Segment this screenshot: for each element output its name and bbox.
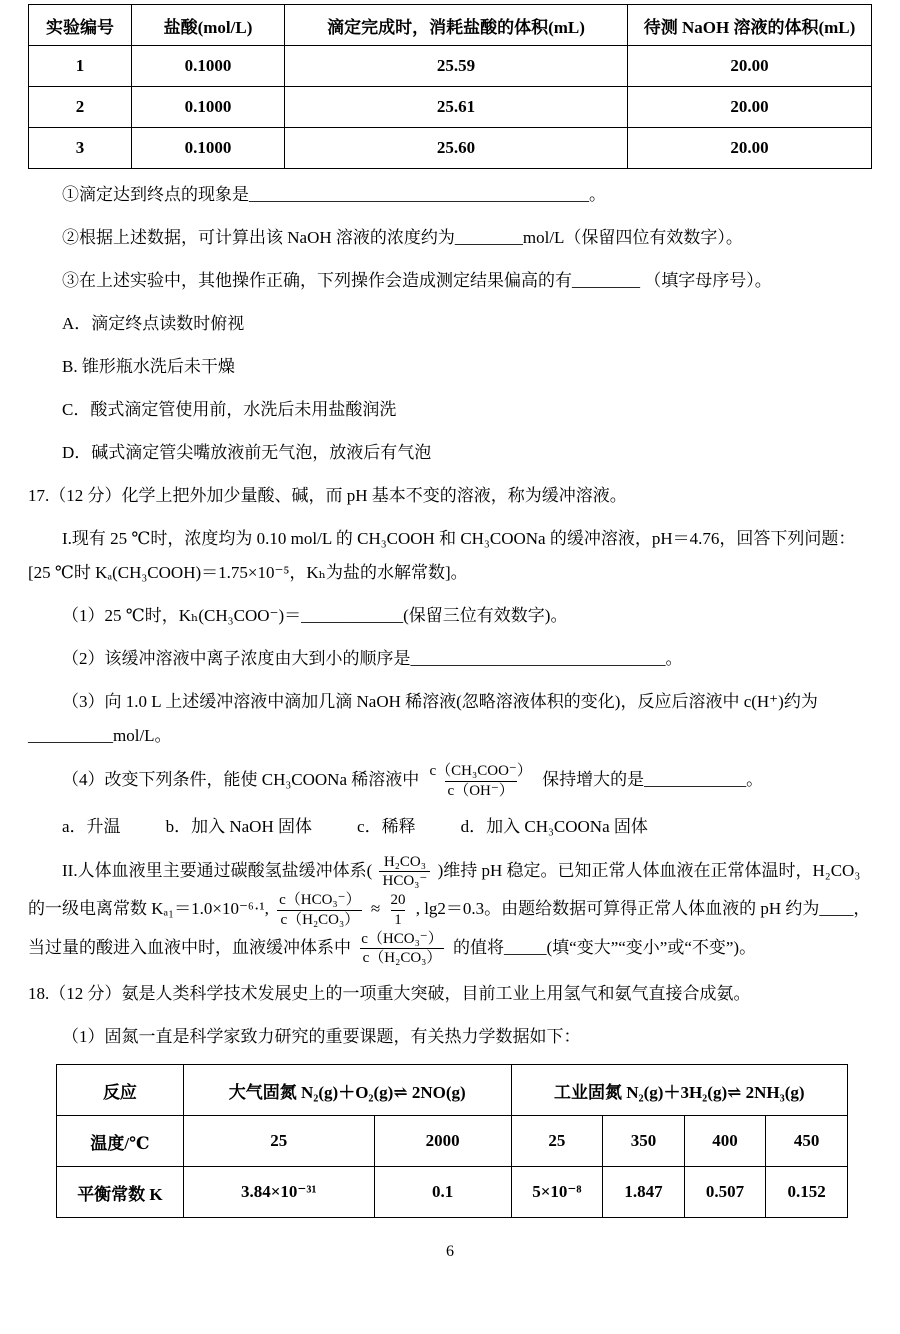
fraction-numerator: c（HCO₃⁻）: [279, 892, 361, 908]
table-row-constant: [57, 1167, 848, 1218]
q17-option-c: c．稀释: [357, 816, 416, 836]
fraction-numerator: c（HCO₃⁻）: [361, 930, 443, 947]
cell-naoh-vol: 20.00: [628, 87, 872, 128]
q16-option-d: D．碱式滴定管尖嘴放液前无气泡，放液后有气泡: [62, 443, 432, 462]
header-hcl-volume: 滴定完成时，消耗盐酸的体积(mL): [285, 5, 628, 46]
cell-k-value: 3.84×10⁻³¹: [183, 1167, 374, 1218]
header-hcl-conc: 盐酸(mol/L): [132, 5, 285, 46]
q17-option-d: d．加入 CH₃COONa 固体: [460, 816, 648, 836]
ratio-fraction: [427, 762, 535, 801]
cell-temp: 25: [511, 1116, 603, 1167]
table-row: [29, 46, 872, 87]
cell-temp: 450: [766, 1116, 848, 1167]
cell-hcl-vol: 25.61: [285, 87, 628, 128]
cell-naoh-vol: 20.00: [628, 128, 872, 169]
q17-sub4-text-pre: （4）改变下列条件，能使 CH₃COONa 稀溶液中: [62, 770, 420, 790]
page-number: 6: [446, 1243, 454, 1260]
q16-option-a: A．滴定终点读数时俯视: [62, 314, 245, 333]
cell-temp: 350: [603, 1116, 685, 1167]
cell-exp-no: 3: [29, 128, 132, 169]
cell-temp: 2000: [374, 1116, 511, 1167]
cell-k-value: 1.847: [603, 1167, 685, 1218]
cell-naoh-vol: 20.00: [628, 46, 872, 87]
fraction-denominator: c（OH⁻）: [445, 781, 517, 801]
q18-sub-1: （1）固氮一直是科学家致力研究的重要课题，有关热力学数据如下：: [62, 1027, 581, 1046]
q17-part2: [28, 853, 872, 969]
fraction-denominator: HCO₃⁻: [379, 871, 430, 891]
q16-option-c: C．酸式滴定管使用前，水洗后未用盐酸润洗: [62, 400, 397, 419]
cell-reaction-label: 反应: [57, 1065, 184, 1116]
q16-item-3: ③在上述实验中，其他操作正确，下列操作会造成测定结果偏高的有________ （填字母序号）。: [62, 271, 772, 290]
cell-industrial-fixation: 工业固氮 N₂(g)＋3H₂(g)⇌ 2NH₃(g): [511, 1065, 847, 1116]
nitrogen-fixation-table: [56, 1064, 848, 1218]
header-naoh-volume: 待测 NaOH 溶液的体积(mL): [628, 5, 872, 46]
q17-sub-1: （1）25 ℃时，Kₕ(CH₃COO⁻)＝____________(保留三位有效数字)。: [62, 606, 568, 625]
q17-title: 17.（12 分）化学上把外加少量酸、碱，而 pH 基本不变的溶液，称为缓冲溶液。: [28, 486, 627, 505]
fraction-numerator: c（CH₃COO⁻）: [429, 763, 532, 779]
q16-item-2: ②根据上述数据，可计算出该 NaOH 溶液的浓度约为________mol/L（保留四位有效数字）。: [62, 228, 743, 247]
q17-sub4-text-post: 保持增大的是____________。: [542, 770, 764, 790]
fraction-denominator: 1: [391, 910, 405, 930]
ratio-value-fraction: [387, 891, 408, 930]
fraction-denominator: c（H₂CO₃）: [277, 910, 362, 930]
q17-part1-intro: I.现有 25 ℃时，浓度均为 0.10 mol/L 的 CH₃COOH 和 CH₃COONa 的缓冲溶液，pH＝4.76，回答下列问题：[25 ℃时 Kₐ(CH₃COOH)＝1.75×10⁻⁵，Kₕ为盐的水解常数]。: [28, 529, 856, 582]
cell-k-value: 0.152: [766, 1167, 848, 1218]
q18-title: 18.（12 分）氨是人类科学技术发展史上的一项重大突破，目前工业上用氢气和氨气直接合成氨。: [28, 984, 751, 1003]
cell-hcl-vol: 25.60: [285, 128, 628, 169]
ratio-fraction: [276, 891, 363, 930]
q17-option-a: a．升温: [62, 816, 121, 836]
cell-hcl-vol: 25.59: [285, 46, 628, 87]
header-experiment-no: 实验编号: [29, 5, 132, 46]
q17-part2-seg4: , lg2＝0.3。由题给数据可算得正常人体血液的 pH 约为____，当过量的酸进入血液中时，血液缓冲体系中: [28, 899, 871, 957]
cell-k-value: 0.507: [684, 1167, 766, 1218]
cell-k-value: 5×10⁻⁸: [511, 1167, 603, 1218]
q17-part2-seg2: )维持 pH 稳定。已知正常人体血液在正常体温时，H₂CO₃ 的一级电离常数 Kₐ₁＝1.0×10⁻⁶·¹,: [28, 860, 861, 919]
cell-exp-no: 1: [29, 46, 132, 87]
fraction-numerator: 20: [390, 892, 406, 908]
fraction-numerator: H₂CO₃: [383, 853, 426, 870]
q17-sub-3: （3）向 1.0 L 上述缓冲溶液中滴加几滴 NaOH 稀溶液(忽略溶液体积的变化)，反应后溶液中 c(H⁺)约为__________mol/L。: [28, 692, 818, 745]
q17-part2-seg1: II.人体血液里主要通过碳酸氢盐缓冲体系(: [62, 860, 373, 880]
q17-sub-4: [28, 762, 872, 801]
ratio-fraction: [358, 930, 445, 969]
cell-hcl-conc: 0.1000: [132, 87, 285, 128]
cell-k-label: 平衡常数 K: [57, 1167, 184, 1218]
cell-temp: 400: [684, 1116, 766, 1167]
cell-k-value: 0.1: [374, 1167, 511, 1218]
q17-part2-seg5: 的值将_____(填“变大”“变小”或“不变”)。: [452, 937, 757, 957]
cell-exp-no: 2: [29, 87, 132, 128]
table-header-row: [29, 5, 872, 46]
buffer-system-fraction: [379, 853, 430, 892]
cell-hcl-conc: 0.1000: [132, 46, 285, 87]
table-row: [29, 128, 872, 169]
exam-page: [28, 0, 872, 1268]
q17-sub-2: （2）该缓冲溶液中离子浓度由大到小的顺序是______________________________。: [62, 649, 683, 668]
fraction-denominator: c（H₂CO₃）: [360, 948, 445, 968]
cell-hcl-conc: 0.1000: [132, 128, 285, 169]
titration-table: [28, 4, 872, 169]
q16-option-b: B. 锥形瓶水洗后未干燥: [62, 357, 235, 376]
cell-temp: 25: [183, 1116, 374, 1167]
cell-atmospheric-fixation: 大气固氮 N₂(g)＋O₂(g)⇌ 2NO(g): [183, 1065, 511, 1116]
table-row: [29, 87, 872, 128]
table-row-reaction: [57, 1065, 848, 1116]
table-row-temperature: [57, 1116, 848, 1167]
q17-part2-seg3: ≈: [370, 899, 381, 919]
q17-option-b: b．加入 NaOH 固体: [165, 816, 312, 836]
q16-item-1: ①滴定达到终点的现象是________________________________________。: [62, 185, 606, 204]
q17-sub4-options: [28, 810, 872, 844]
cell-temp-label: 温度/℃: [57, 1116, 184, 1167]
